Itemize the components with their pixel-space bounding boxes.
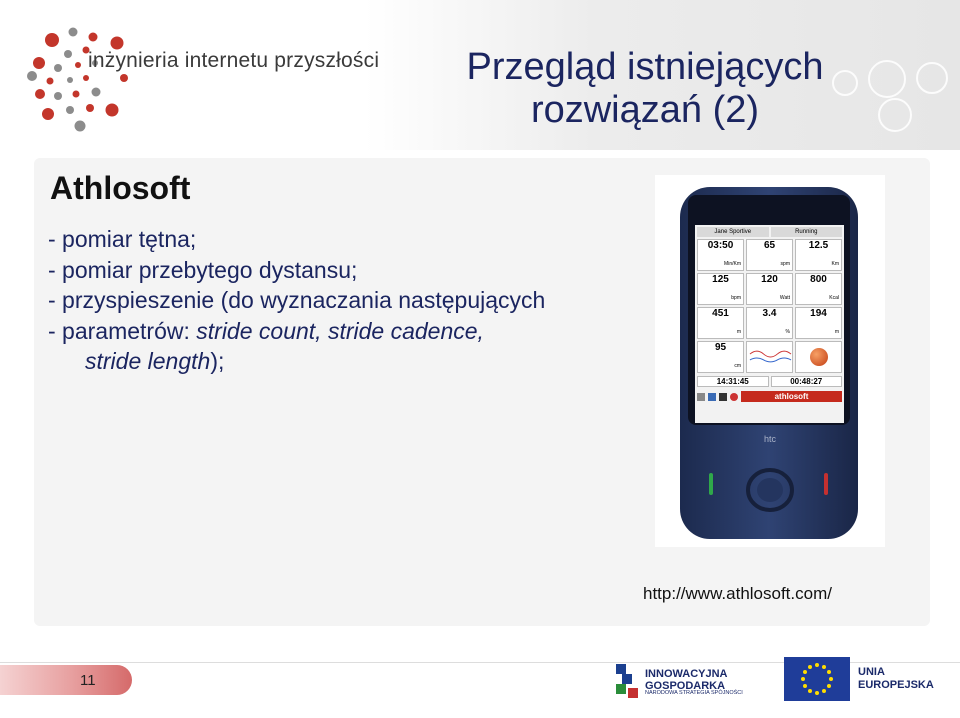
phone-image [655, 175, 885, 547]
phone-tile [697, 239, 744, 271]
phone-tab: Jane Sportive [697, 227, 769, 237]
phone-tile [746, 239, 793, 271]
phone-screen [695, 225, 844, 423]
decorative-circle [916, 62, 948, 94]
params-line2-italic: stride length [85, 348, 211, 374]
record-ball-icon [810, 348, 828, 366]
phone-tile [697, 307, 744, 339]
eu-line2: EUROPEJSKA [858, 679, 934, 691]
params-prefix: - parametrów: [48, 317, 197, 344]
phone-chart-tile [746, 341, 793, 373]
tile-value: 65 [763, 240, 776, 251]
tile-value: 125 [712, 274, 729, 285]
params-italic: stride count, stride cadence, [196, 317, 484, 344]
tile-unit: m [736, 329, 741, 335]
phone-tile [697, 273, 744, 305]
phone-ball-tile [795, 341, 842, 373]
phone-brand: htc [763, 434, 777, 444]
tile-unit: m [834, 329, 839, 335]
phone-tile [795, 273, 842, 305]
page-number: 11 [80, 672, 96, 689]
product-title: Athlosoft [50, 170, 191, 206]
page-title [420, 46, 870, 132]
tile-value: 3.4 [762, 308, 777, 319]
app-icon [697, 393, 705, 401]
phone-time-right: 00:48:27 [771, 376, 843, 387]
feature-item: - przyspieszenie (do wyznaczania następujących [48, 287, 546, 313]
app-icon [719, 393, 727, 401]
phone-tile [697, 341, 744, 373]
ig-line3: NARODOWA STRATEGIA SPÓJNOŚCI [645, 690, 743, 696]
feature-item-params [48, 316, 545, 347]
page-number-tab [0, 665, 132, 695]
phone-tile [746, 307, 793, 339]
feature-item: - pomiar tętna; [48, 226, 197, 252]
phone-time-left: 14:31:45 [697, 376, 769, 387]
phone-times [695, 373, 844, 387]
tile-unit: Watt [779, 295, 790, 301]
wave-chart-icon [747, 342, 792, 372]
phone-tile-grid [695, 239, 844, 373]
tile-value: 03:50 [707, 240, 734, 251]
feature-list [48, 224, 545, 377]
tile-unit: bpm [731, 295, 741, 301]
tile-unit: Km [831, 261, 839, 267]
tile-value: 194 [810, 308, 827, 319]
app-icon [730, 393, 738, 401]
phone-tile [795, 239, 842, 271]
eu-label [858, 666, 934, 692]
tile-unit: Min/Km [724, 261, 741, 267]
phone-bottom-bar [695, 387, 844, 402]
ig-title [645, 668, 728, 692]
source-link[interactable]: http://www.athlosoft.com/ [643, 584, 832, 603]
decorative-circle [868, 60, 906, 98]
feature-item-params-cont [48, 346, 545, 377]
tile-unit: cm [734, 363, 741, 369]
phone-tile [795, 307, 842, 339]
params-line2-suffix: ); [210, 348, 225, 374]
title-line-2: rozwiązań (2) [530, 89, 760, 131]
decorative-circle [878, 98, 912, 132]
eu-line1: UNIA [858, 666, 885, 678]
tile-unit: Kcal [829, 295, 839, 301]
feature-item: - pomiar przebytego dystansu; [48, 256, 358, 283]
tile-unit: spm [780, 261, 790, 267]
phone-tab: Running [771, 227, 843, 237]
eu-stars-icon [784, 657, 850, 701]
tile-value: 451 [712, 308, 729, 319]
ig-line1: INNOWACYJNA [645, 668, 728, 680]
title-line-1: Przegląd istniejących [466, 46, 824, 88]
tile-unit: % [785, 329, 790, 335]
phone-tile [746, 273, 793, 305]
tile-value: 12.5 [808, 240, 829, 251]
app-brand-badge: athlosoft [741, 391, 842, 402]
tile-value: 120 [761, 274, 778, 285]
app-icon [708, 393, 716, 401]
logo-text: inżynieria internetu przyszłości [88, 49, 380, 72]
phone-top-tabs [695, 225, 844, 239]
logo-dots-icon [20, 18, 390, 138]
ig-line2: GOSPODARKA [645, 680, 726, 692]
tile-value: 800 [810, 274, 827, 285]
eu-flag-icon [784, 657, 850, 701]
tile-value: 95 [714, 342, 727, 353]
